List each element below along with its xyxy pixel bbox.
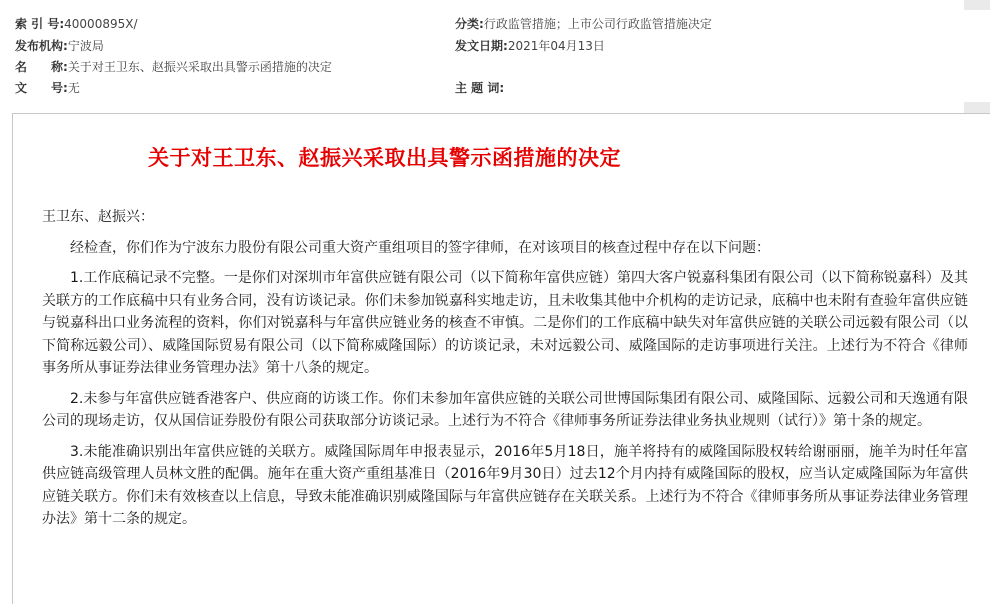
issue-date-row bbox=[455, 39, 605, 53]
category-label: 分类: bbox=[455, 17, 484, 31]
document-number-row bbox=[15, 81, 80, 95]
body-paragraph: 2.未参与年富供应链香港客户、供应商的访谈工作。你们未参加年富供应链的关联公司世博国际集团有限公司、威隆国际、远毅公司和天逸通有限公司的现场走访，仅从国信证券股份有限公司获取部分访谈记录。上述行为不符合《律师事务所证券法律业务执业规则（试行）》第十条的规定。 bbox=[42, 390, 968, 429]
category-value: 行政监管措施；上市公司行政监管措施决定 bbox=[483, 17, 712, 31]
body-paragraph: 1.工作底稿记录不完整。一是你们对深圳市年富供应链有限公司（以下简称年富供应链）第四大客户锐嘉科集团有限公司（以下简称锐嘉科）及其关联方的工作底稿中只有业务合同，没有访谈记录。你们未参加锐嘉科实地走访，且未收集其他中介机构的走访记录，底稿中也未附有查验年富供应链与锐嘉科出口业务流程的资料，你们对锐嘉科与年富供应链业务的核查不审慎。二是你们的工作底稿中缺失对年富供应链的关联公司远毅有限公司（以下简称远毅公司）、威隆国际贸易有限公司（以下简称威隆国际）的访谈记录，未对远毅公司、威隆国际的走访事项进行关注。上述行为不符合《律师事务所从事证券法律业务管理办法》第十八条的规定。 bbox=[42, 270, 968, 376]
name-row bbox=[15, 60, 332, 74]
document-body bbox=[42, 206, 968, 539]
issuer-label: 发布机构: bbox=[15, 39, 68, 53]
document-number-label: 文 号: bbox=[15, 81, 68, 95]
scrollbar-segment[interactable] bbox=[964, 0, 990, 10]
body-paragraph: 3.未能准确识别出年富供应链的关联方。威隆国际周年申报表显示，2016年5月18日，施羊将持有的威隆国际股权转给谢丽丽，施羊为时任年富供应链高级管理人员林文胜的配偶。施年在重大资产重组基准日（2016年9月30日）过去12个月内持有威隆国际的股权，应当认定威隆国际为年富供应链关联方。你们未有效核查以上信息，导致未能准确识别威隆国际与年富供应链存在关联关系。上述行为不符合《律师事务所从事证券法律业务管理办法》第十二条的规定。 bbox=[42, 443, 968, 527]
issue-date-value: 2021年04月13日 bbox=[507, 39, 605, 53]
salutation: 王卫东、赵振兴： bbox=[42, 209, 154, 225]
body-paragraph: 经检查，你们作为宁波东力股份有限公司重大资产重组项目的签字律师，在对该项目的核查过程中存在以下问题： bbox=[70, 239, 770, 256]
document-title: 关于对王卫东、赵振兴采取出具警示函措施的决定 bbox=[148, 146, 621, 170]
document-metadata bbox=[0, 0, 990, 104]
name-label: 名 称: bbox=[15, 60, 68, 74]
subject-label: 主 题 词: bbox=[455, 81, 505, 95]
subject-row bbox=[455, 81, 504, 95]
category-row bbox=[455, 17, 712, 31]
index-number-label: 索 引 号: bbox=[15, 17, 65, 31]
name-value: 关于对王卫东、赵振兴采取出具警示函措施的决定 bbox=[67, 60, 332, 74]
index-number-row bbox=[15, 17, 138, 31]
issue-date-label: 发文日期: bbox=[455, 39, 508, 53]
document-number-value: 无 bbox=[67, 81, 80, 95]
issuer-value: 宁波局 bbox=[67, 39, 104, 53]
issuer-row bbox=[15, 39, 104, 53]
index-number-value: 40000895X/ bbox=[64, 17, 138, 31]
